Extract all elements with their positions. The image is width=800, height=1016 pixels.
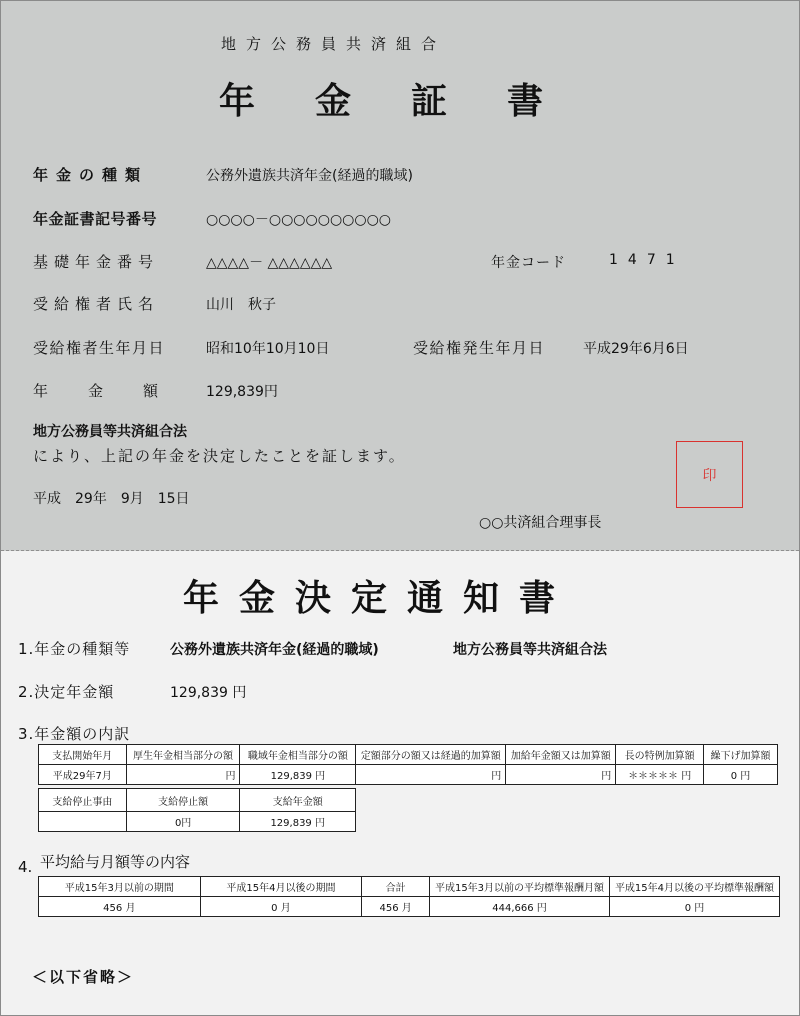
- pension-code-label: 年金コード: [491, 255, 566, 271]
- table-header-cell: 支給停止事由: [39, 789, 127, 812]
- table-cell: 129,839 円: [240, 812, 356, 832]
- table-cell: 456 月: [39, 897, 201, 917]
- table-header-cell: 平成15年4月以後の期間: [200, 877, 362, 897]
- table-header-cell: 平成15年3月以前の平均標準報酬月額: [430, 877, 610, 897]
- section1-pension-type: 公務外遺族共済年金(経過的職域): [170, 642, 379, 658]
- table-cell: 0 月: [200, 897, 362, 917]
- certificate-number-value: ○○○○－○○○○○○○○○○: [206, 212, 392, 228]
- table-cell: 129,839 円: [240, 765, 356, 785]
- issuer-name: ○○共済組合理事長: [479, 515, 602, 531]
- seal-stamp: 印: [676, 441, 743, 508]
- basic-pension-number-value: △△△△－ △△△△△△: [206, 255, 333, 271]
- table-header-cell: 平成15年4月以後の平均標準報酬額: [609, 877, 779, 897]
- table-header-cell: 合計: [362, 877, 430, 897]
- table-cell: 0 円: [704, 765, 778, 785]
- section2-value: 129,839 円: [170, 685, 247, 701]
- basic-pension-number-label: 基礎年金番号: [33, 253, 160, 271]
- section2-label: 2.決定年金額: [18, 683, 115, 701]
- table-header-cell: 定額部分の額又は経過的加算額: [356, 745, 506, 765]
- section1-label: 1.年金の種類等: [18, 640, 131, 658]
- pension-certificate: [1, 1, 799, 551]
- entitlement-date-value: 平成29年6月6日: [583, 341, 689, 357]
- issue-date: 平成 29年 9月 15日: [33, 491, 190, 507]
- table-header-cell: 長の特例加算額: [616, 745, 704, 765]
- table-header-cell: 支払開始年月: [39, 745, 127, 765]
- beneficiary-birthdate-label: 受給権者生年月日: [33, 339, 166, 357]
- beneficiary-name-value: 山川 秋子: [206, 297, 276, 313]
- table-cell: 平成29年7月: [39, 765, 127, 785]
- pension-type-value: 公務外遺族共済年金(経過的職域): [206, 168, 413, 184]
- certificate-title: 年金証書: [219, 81, 604, 122]
- pension-code-value: 1471: [609, 252, 685, 268]
- table-header-cell: 厚生年金相当部分の額: [126, 745, 240, 765]
- table-header-cell: 支給停止額: [126, 789, 240, 812]
- table-header-row: [39, 877, 780, 897]
- law-name: 地方公務員等共済組合法: [33, 424, 187, 440]
- table-cell: 456 月: [362, 897, 430, 917]
- pension-breakdown-table: [38, 744, 778, 785]
- section4-number: 4.: [18, 858, 33, 876]
- table-header-row: [39, 745, 778, 765]
- beneficiary-name-label: 受給権者氏名: [33, 295, 160, 313]
- organization-name: 地方公務員共済組合: [221, 35, 447, 53]
- notice-title: 年金決定通知書: [183, 578, 576, 619]
- table-cell: 円: [126, 765, 240, 785]
- table-header-cell: 繰下げ加算額: [704, 745, 778, 765]
- table-row: [39, 812, 356, 832]
- average-salary-table: [38, 876, 780, 917]
- table-cell: 0 円: [609, 897, 779, 917]
- table-cell: ＊＊＊＊＊ 円: [616, 765, 704, 785]
- certificate-statement: により、上記の年金を決定したことを証します。: [33, 447, 406, 465]
- pension-type-label: 年金の種類: [33, 166, 149, 184]
- annual-amount-label: 年金額: [33, 382, 199, 400]
- table-header-row: [39, 789, 356, 812]
- payment-suspension-table: [38, 788, 356, 832]
- table-header-cell: 支給年金額: [240, 789, 356, 812]
- table-cell: 円: [356, 765, 506, 785]
- section4-label: 平均給与月額等の内容: [40, 853, 191, 871]
- beneficiary-birthdate-value: 昭和10年10月10日: [206, 341, 330, 357]
- certificate-number-label: 年金証書記号番号: [33, 210, 158, 228]
- table-cell: 円: [506, 765, 616, 785]
- table-cell: 444,666 円: [430, 897, 610, 917]
- omitted-note: ＜以下省略＞: [32, 968, 135, 986]
- section3-label: 3.年金額の内訳: [18, 725, 131, 743]
- table-cell: 0円: [126, 812, 240, 832]
- table-header-cell: 平成15年3月以前の期間: [39, 877, 201, 897]
- section1-law: 地方公務員等共済組合法: [453, 642, 607, 658]
- table-cell: [39, 812, 127, 832]
- table-header-cell: 加給年金額又は加算額: [506, 745, 616, 765]
- entitlement-date-label: 受給権発生年月日: [413, 339, 546, 357]
- table-header-cell: 職域年金相当部分の額: [240, 745, 356, 765]
- table-row: [39, 897, 780, 917]
- table-row: [39, 765, 778, 785]
- annual-amount-value: 129,839円: [206, 384, 278, 400]
